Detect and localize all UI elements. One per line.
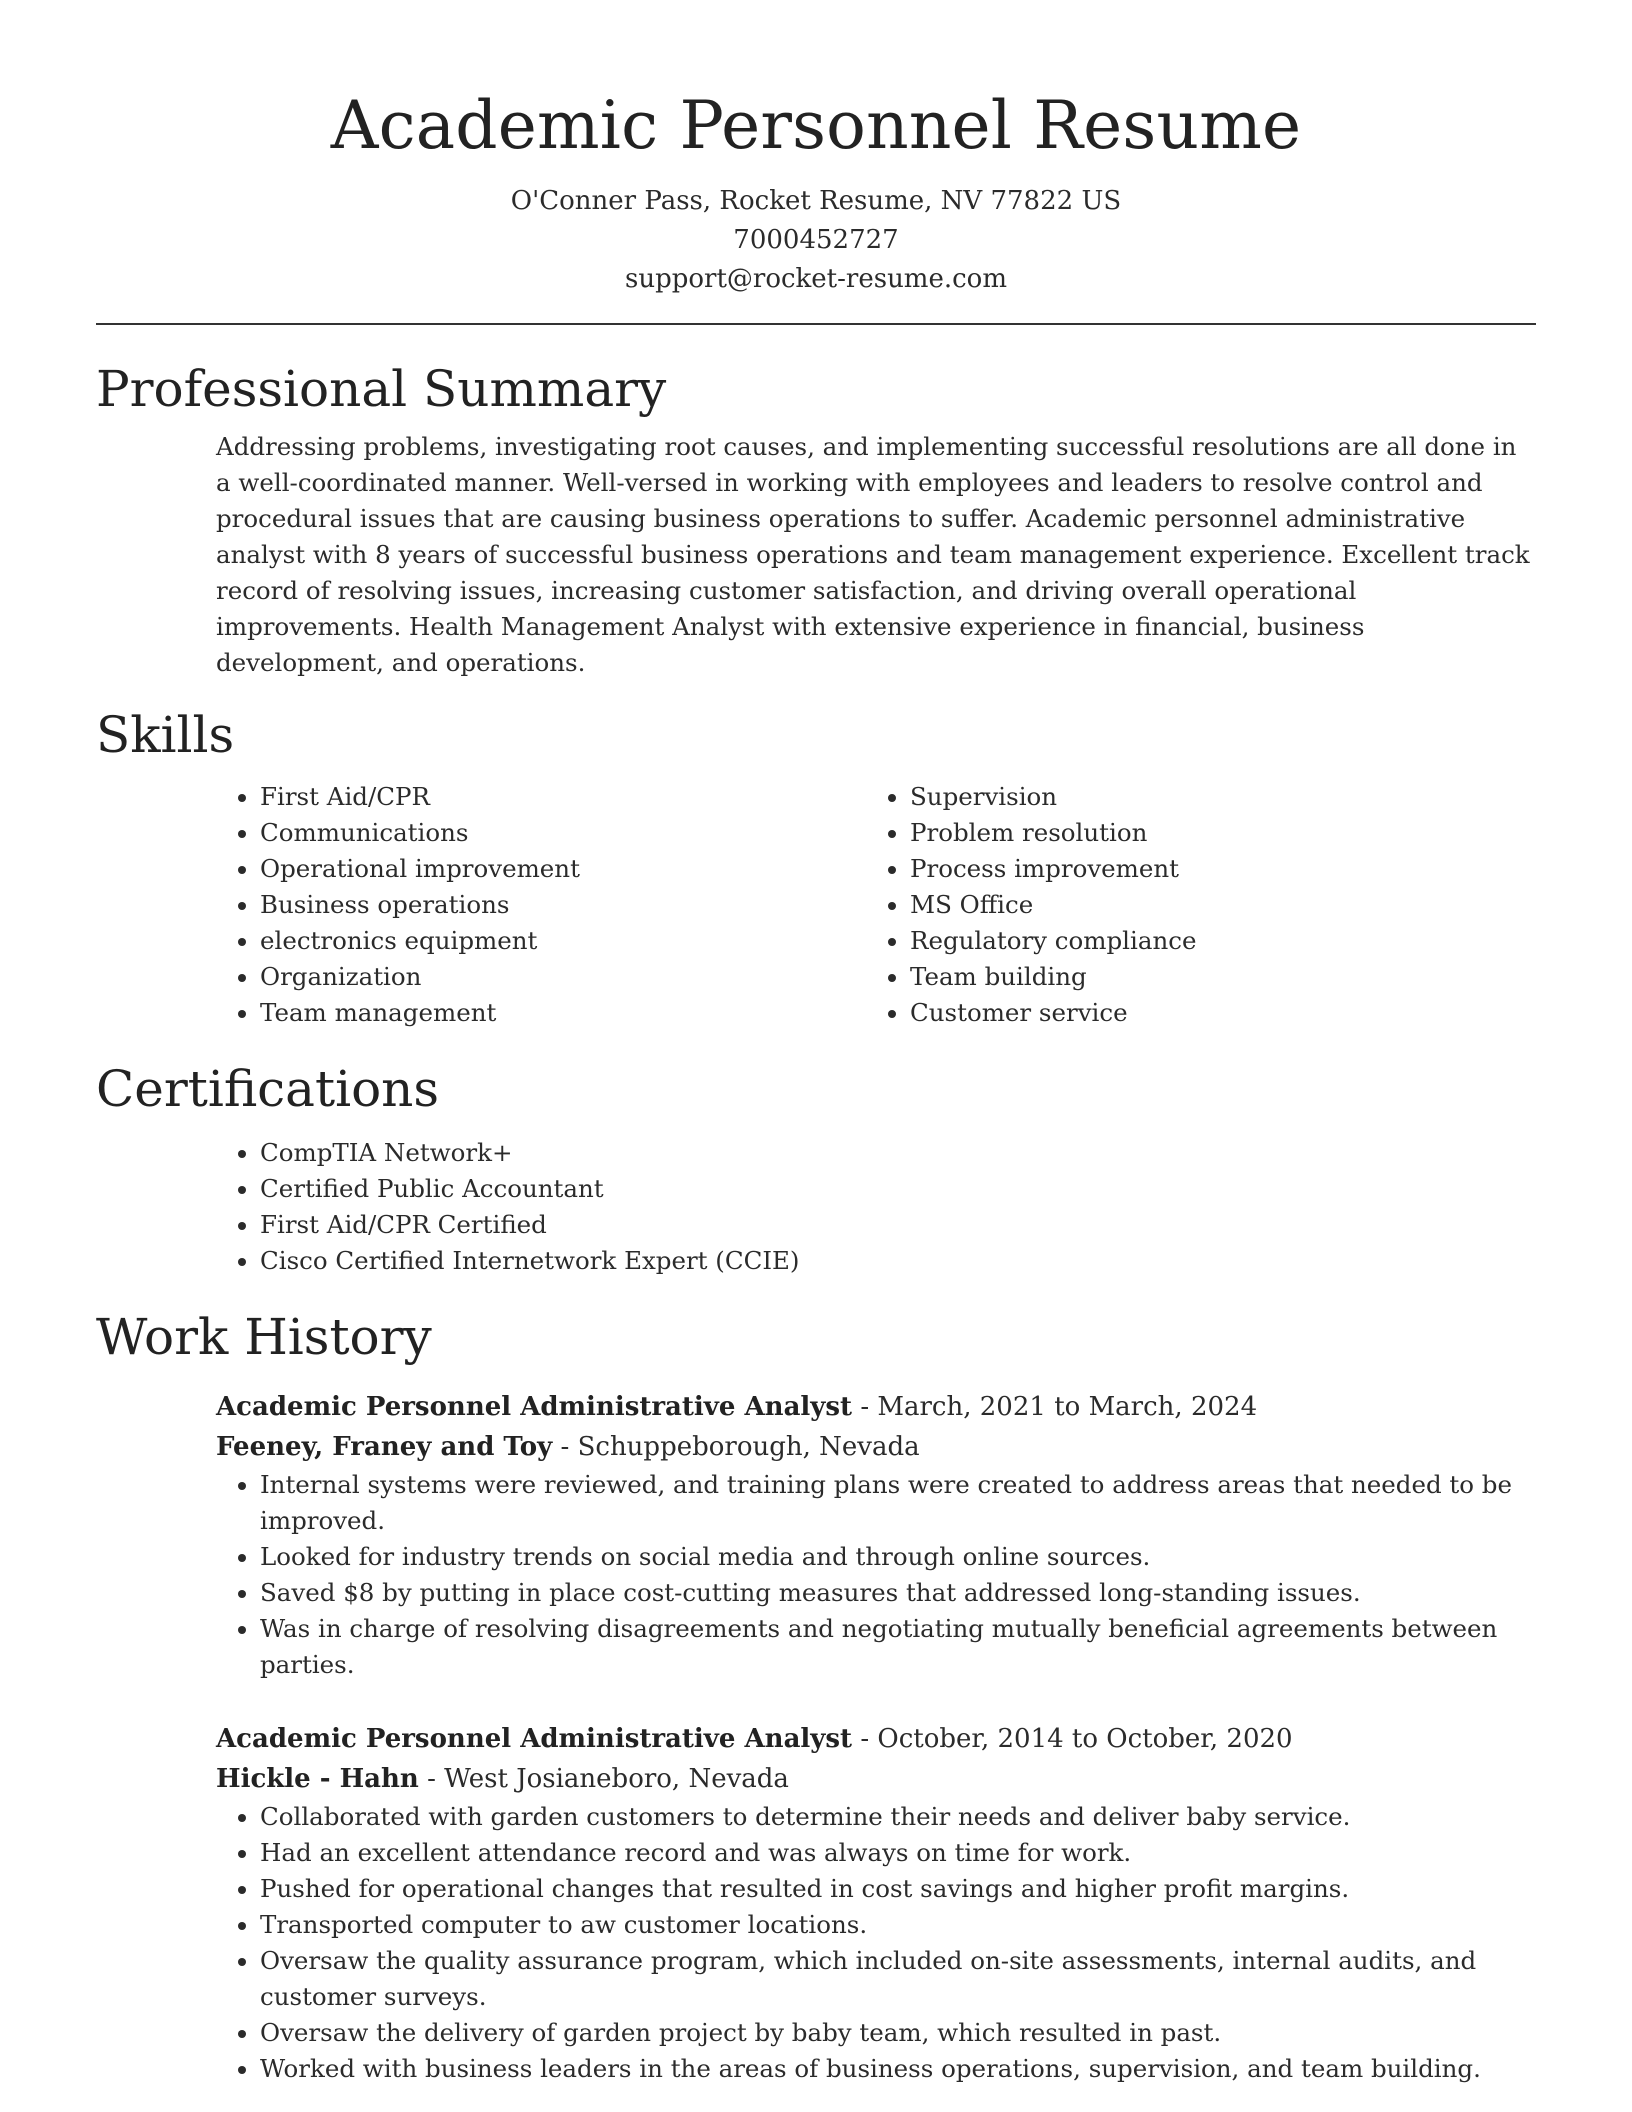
job-title-line	[216, 1387, 1536, 1427]
company-name: Hickle - Hahn	[216, 1764, 419, 1794]
skill-item: • Problem resolution	[910, 815, 1516, 851]
contact-info	[96, 182, 1536, 299]
job-entry	[216, 1719, 1536, 2087]
resume-title: Academic Personnel Resume	[330, 87, 1302, 164]
address: O'Conner Pass, Rocket Resume, NV 77822 US	[510, 186, 1122, 216]
job-location: - Schuppeborough, Nevada	[552, 1432, 920, 1462]
skills-list	[216, 779, 1536, 1031]
certification-item: • Certified Public Accountant	[260, 1171, 1536, 1207]
skill-item: • Team building	[910, 959, 1516, 995]
phone: 7000452727	[733, 225, 899, 255]
skill-item: • Communications	[260, 815, 866, 851]
skill-item: • Organization	[260, 959, 866, 995]
job-duty: • Collaborated with garden customers to determine their needs and deliver baby service.	[260, 1799, 1536, 1835]
job-entry	[216, 1387, 1536, 1683]
job-dates: - October, 2014 to October, 2020	[852, 1724, 1293, 1754]
email: support@rocket-resume.com	[624, 264, 1007, 294]
job-duty: • Looked for industry trends on social media and through online sources.	[260, 1539, 1536, 1575]
job-duties	[216, 1467, 1536, 1683]
certification-item: • CompTIA Network+	[260, 1135, 1536, 1171]
job-duty: • Worked with business leaders in the areas of business operations, supervision, and team building.	[260, 2051, 1536, 2087]
skill-item: • Business operations	[260, 887, 866, 923]
skill-item: • Team management	[260, 995, 866, 1031]
job-duty: • Saved $8 by putting in place cost-cutting measures that addressed long-standing issues.	[260, 1575, 1536, 1611]
job-duty: • Internal systems were reviewed, and training plans were created to address areas that needed to be improved.	[260, 1467, 1536, 1539]
skills-column-right	[866, 779, 1516, 1031]
job-duty: • Oversaw the quality assurance program, which included on-site assessments, internal audits, and customer surveys.	[260, 1943, 1536, 2015]
skill-item: • Process improvement	[910, 851, 1516, 887]
summary-heading: Professional Summary	[96, 360, 667, 418]
skill-item: • First Aid/CPR	[260, 779, 866, 815]
summary-text: Addressing problems, investigating root causes, and implementing successful resolutions are all done in a well-coordinated manner. Well-versed in working with employees and leaders to resolve control and procedural issues that are causing business operations to suffer. Academic personnel administrative analyst with 8 years of successful business operations and team management experience. Excellent track record of resolving issues, increasing customer satisfaction, and driving overall operational improvements. Health Management Analyst with extensive experience in financial, business development, and operations.	[216, 432, 1530, 677]
job-title: Academic Personnel Administrative Analyst	[216, 1392, 853, 1422]
resume-header	[96, 0, 1536, 299]
company-name: Feeney, Franey and Toy	[216, 1432, 553, 1462]
skill-item: • electronics equipment	[260, 923, 866, 959]
job-duty: • Transported computer to aw customer locations.	[260, 1907, 1536, 1943]
skills-column-left	[216, 779, 866, 1031]
job-duties	[216, 1799, 1536, 2087]
work-history-heading: Work History	[96, 1308, 432, 1366]
certifications-heading: Certifications	[96, 1060, 440, 1118]
skill-item: • MS Office	[910, 887, 1516, 923]
skill-item: • Supervision	[910, 779, 1516, 815]
job-dates: - March, 2021 to March, 2024	[852, 1392, 1258, 1422]
job-location: - West Josianeboro, Nevada	[418, 1764, 789, 1794]
certification-item: • Cisco Certified Internetwork Expert (CCIE)	[260, 1243, 1536, 1279]
resume-page	[96, 0, 1536, 2087]
job-duty: • Pushed for operational changes that resulted in cost savings and higher profit margins.	[260, 1871, 1536, 1907]
job-company-line	[216, 1427, 1536, 1467]
job-title-line	[216, 1719, 1536, 1759]
job-company-line	[216, 1759, 1536, 1799]
job-title: Academic Personnel Administrative Analyst	[216, 1724, 853, 1754]
certification-item: • First Aid/CPR Certified	[260, 1207, 1536, 1243]
skill-item: • Regulatory compliance	[910, 923, 1516, 959]
certifications-list	[216, 1135, 1536, 1279]
job-duty: • Had an excellent attendance record and was always on time for work.	[260, 1835, 1536, 1871]
job-duty: • Was in charge of resolving disagreements and negotiating mutually beneficial agreements between parties.	[260, 1611, 1536, 1683]
skills-heading: Skills	[96, 706, 235, 764]
skill-item: • Customer service	[910, 995, 1516, 1031]
header-divider	[96, 323, 1536, 325]
job-duty: • Oversaw the delivery of garden project by baby team, which resulted in past.	[260, 2015, 1536, 2051]
skill-item: • Operational improvement	[260, 851, 866, 887]
